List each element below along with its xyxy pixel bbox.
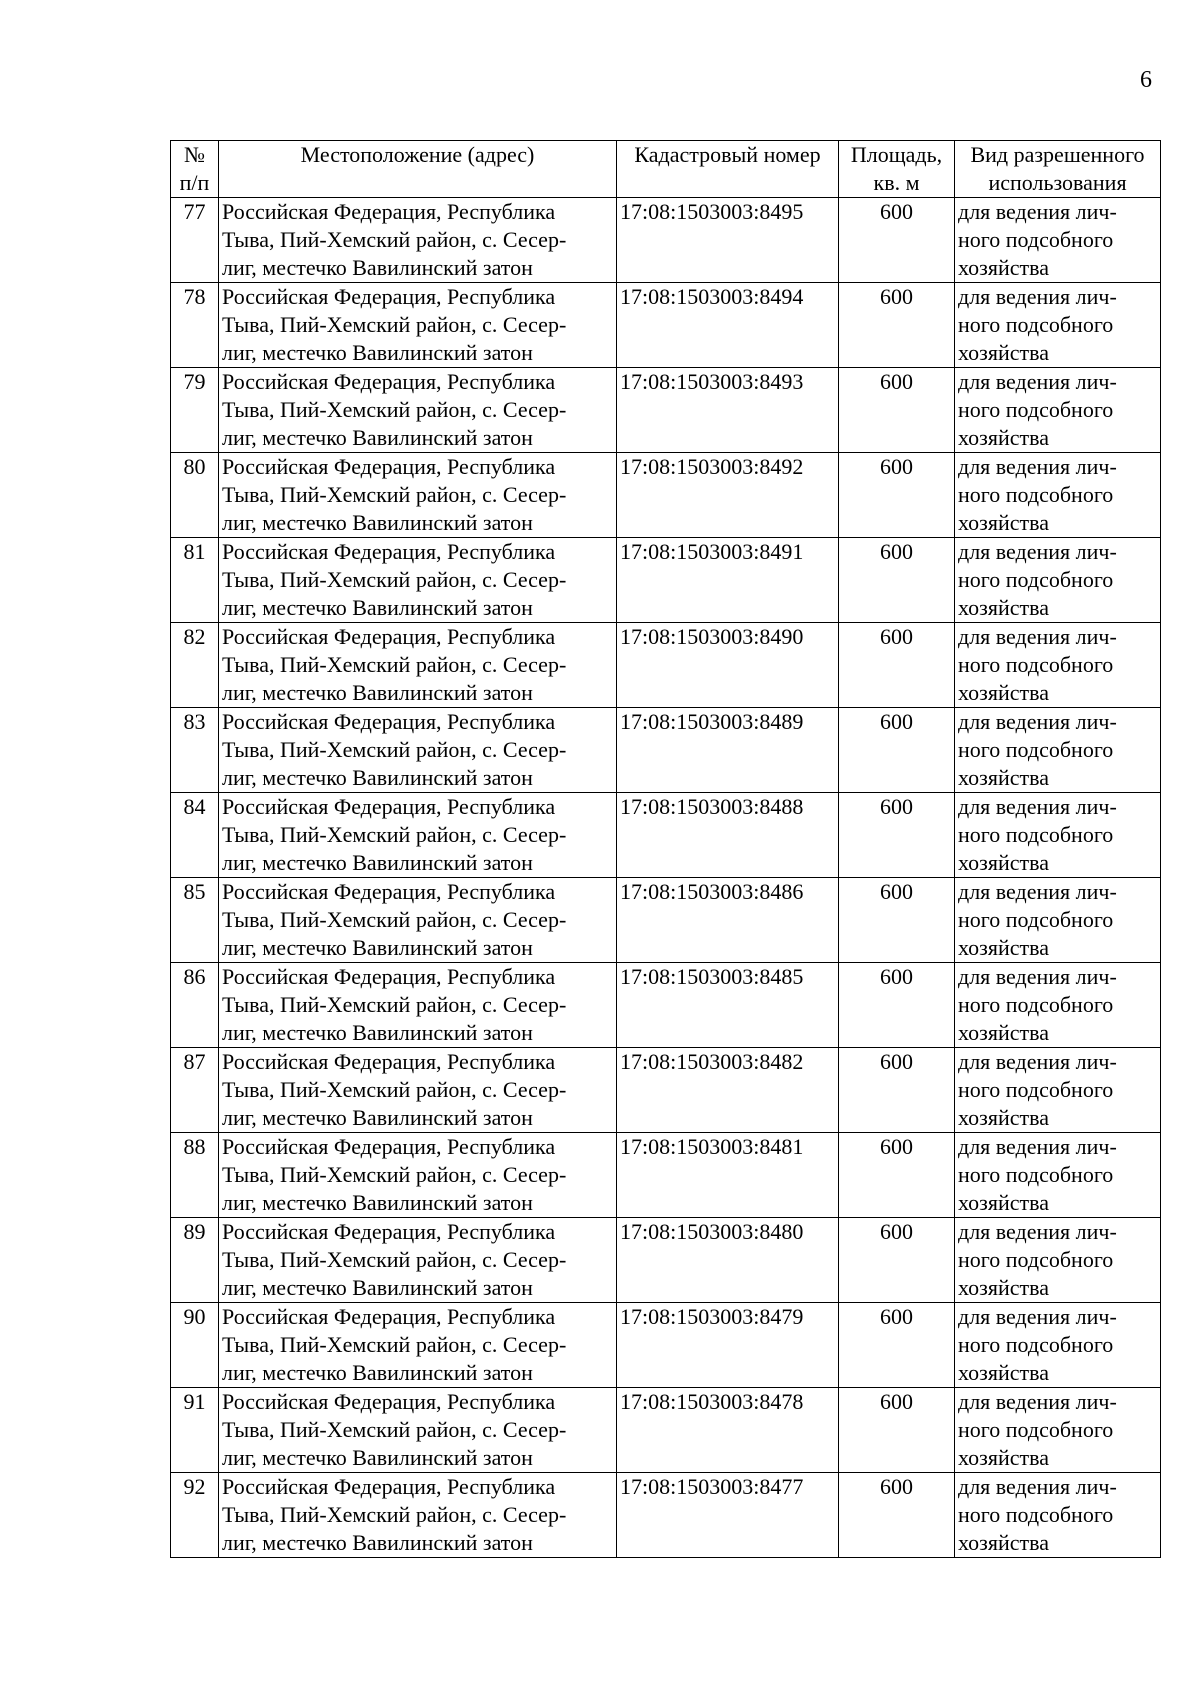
row-number-cell (171, 1133, 219, 1218)
permitted-use-line: ного подсобного (958, 1417, 1114, 1442)
row-number: 89 (183, 1219, 206, 1244)
permitted-use-line: для ведения лич- (958, 539, 1117, 564)
area-cell (839, 1133, 955, 1218)
address-cell (219, 1133, 617, 1218)
table-row (171, 538, 1161, 623)
permitted-use-line: ного подсобного (958, 1502, 1114, 1527)
row-number-cell (171, 368, 219, 453)
permitted-use-line: для ведения лич- (958, 454, 1117, 479)
cadastral-number: 17:08:1503003:8480 (620, 1219, 804, 1244)
cadastral-number: 17:08:1503003:8478 (620, 1389, 804, 1414)
header-num-line: № (184, 142, 205, 167)
row-number-cell (171, 1218, 219, 1303)
cadastral-number: 17:08:1503003:8491 (620, 539, 804, 564)
address-cell (219, 1048, 617, 1133)
row-number: 79 (183, 369, 206, 394)
permitted-use-cell (955, 1048, 1161, 1133)
address-line: лиг, местечко Вавилинский затон (222, 1275, 533, 1300)
address-cell (219, 623, 617, 708)
table-row (171, 623, 1161, 708)
address-line: Российская Федерация, Республика (222, 369, 556, 394)
cadastral-number: 17:08:1503003:8477 (620, 1474, 804, 1499)
row-number-cell (171, 878, 219, 963)
area-value: 600 (880, 1389, 913, 1414)
cadastral-number-cell (617, 793, 839, 878)
address-line: Российская Федерация, Республика (222, 624, 556, 649)
address-line: Тыва, Пий-Хемский район, с. Сесер- (222, 312, 567, 337)
table-row (171, 198, 1161, 283)
area-value: 600 (880, 964, 913, 989)
area-cell (839, 453, 955, 538)
permitted-use-cell (955, 1218, 1161, 1303)
address-line: Российская Федерация, Республика (222, 1049, 556, 1074)
address-line: лиг, местечко Вавилинский затон (222, 1530, 533, 1555)
area-value: 600 (880, 454, 913, 479)
cadastral-number-cell (617, 1218, 839, 1303)
table-row (171, 1133, 1161, 1218)
row-number: 85 (183, 879, 206, 904)
permitted-use-line: хозяйства (958, 255, 1049, 280)
permitted-use-line: хозяйства (958, 1530, 1049, 1555)
address-line: лиг, местечко Вавилинский затон (222, 1190, 533, 1215)
address-line: Российская Федерация, Республика (222, 539, 556, 564)
permitted-use-line: для ведения лич- (958, 964, 1117, 989)
header-use (955, 141, 1161, 198)
row-number-cell (171, 623, 219, 708)
address-line: Тыва, Пий-Хемский район, с. Сесер- (222, 907, 567, 932)
permitted-use-cell (955, 878, 1161, 963)
address-line: лиг, местечко Вавилинский затон (222, 1105, 533, 1130)
cadastral-number-cell (617, 198, 839, 283)
cadastral-number-cell (617, 623, 839, 708)
cadastral-number-cell (617, 283, 839, 368)
row-number: 83 (183, 709, 206, 734)
cadastral-number: 17:08:1503003:8481 (620, 1134, 804, 1159)
cadastral-number: 17:08:1503003:8494 (620, 284, 804, 309)
header-cadastral (617, 141, 839, 198)
row-number: 77 (183, 199, 206, 224)
address-cell (219, 1388, 617, 1473)
row-number: 86 (183, 964, 206, 989)
permitted-use-cell (955, 1473, 1161, 1558)
page-number: 6 (1140, 67, 1152, 93)
address-line: лиг, местечко Вавилинский затон (222, 680, 533, 705)
row-number: 78 (183, 284, 206, 309)
address-cell (219, 708, 617, 793)
permitted-use-cell (955, 198, 1161, 283)
area-value: 600 (880, 199, 913, 224)
address-line: Российская Федерация, Республика (222, 1389, 556, 1414)
permitted-use-line: для ведения лич- (958, 1134, 1117, 1159)
permitted-use-line: для ведения лич- (958, 284, 1117, 309)
cadastral-number: 17:08:1503003:8488 (620, 794, 804, 819)
cadastral-number-cell (617, 1388, 839, 1473)
area-cell (839, 963, 955, 1048)
address-line: Тыва, Пий-Хемский район, с. Сесер- (222, 1247, 567, 1272)
permitted-use-line: для ведения лич- (958, 624, 1117, 649)
row-number: 87 (183, 1049, 206, 1074)
address-line: Тыва, Пий-Хемский район, с. Сесер- (222, 227, 567, 252)
table-row (171, 283, 1161, 368)
cadastral-number: 17:08:1503003:8492 (620, 454, 804, 479)
cadastral-number-cell (617, 878, 839, 963)
address-line: лиг, местечко Вавилинский затон (222, 595, 533, 620)
area-value: 600 (880, 539, 913, 564)
header-use-line: использования (988, 170, 1127, 195)
table-header-row (171, 141, 1161, 198)
cadastral-number: 17:08:1503003:8489 (620, 709, 804, 734)
permitted-use-line: для ведения лич- (958, 794, 1117, 819)
permitted-use-line: ного подсобного (958, 567, 1114, 592)
address-cell (219, 368, 617, 453)
address-line: лиг, местечко Вавилинский затон (222, 850, 533, 875)
land-plots-table (170, 140, 1161, 1558)
permitted-use-cell (955, 1303, 1161, 1388)
address-cell (219, 963, 617, 1048)
address-line: Тыва, Пий-Хемский район, с. Сесер- (222, 1502, 567, 1527)
cadastral-number: 17:08:1503003:8495 (620, 199, 804, 224)
permitted-use-cell (955, 453, 1161, 538)
cadastral-number: 17:08:1503003:8485 (620, 964, 804, 989)
area-value: 600 (880, 1049, 913, 1074)
address-line: Тыва, Пий-Хемский район, с. Сесер- (222, 1332, 567, 1357)
permitted-use-line: хозяйства (958, 510, 1049, 535)
permitted-use-line: для ведения лич- (958, 1474, 1117, 1499)
table-row (171, 1388, 1161, 1473)
row-number: 81 (183, 539, 206, 564)
address-line: Российская Федерация, Республика (222, 1304, 556, 1329)
area-cell (839, 878, 955, 963)
row-number: 88 (183, 1134, 206, 1159)
area-cell (839, 1388, 955, 1473)
area-cell (839, 1218, 955, 1303)
address-line: Российская Федерация, Республика (222, 1134, 556, 1159)
address-cell (219, 198, 617, 283)
permitted-use-line: для ведения лич- (958, 369, 1117, 394)
table-row (171, 453, 1161, 538)
cadastral-number: 17:08:1503003:8486 (620, 879, 804, 904)
permitted-use-line: ного подсобного (958, 1247, 1114, 1272)
area-cell (839, 1473, 955, 1558)
header-num (171, 141, 219, 198)
row-number-cell (171, 1048, 219, 1133)
row-number-cell (171, 963, 219, 1048)
address-line: лиг, местечко Вавилинский затон (222, 1360, 533, 1385)
area-value: 600 (880, 1304, 913, 1329)
row-number-cell (171, 283, 219, 368)
table-row (171, 368, 1161, 453)
address-line: лиг, местечко Вавилинский затон (222, 255, 533, 280)
permitted-use-line: хозяйства (958, 1190, 1049, 1215)
address-line: Тыва, Пий-Хемский район, с. Сесер- (222, 397, 567, 422)
permitted-use-cell (955, 963, 1161, 1048)
permitted-use-line: ного подсобного (958, 1162, 1114, 1187)
address-cell (219, 878, 617, 963)
address-line: Тыва, Пий-Хемский район, с. Сесер- (222, 737, 567, 762)
area-cell (839, 538, 955, 623)
permitted-use-line: ного подсобного (958, 992, 1114, 1017)
address-line: Тыва, Пий-Хемский район, с. Сесер- (222, 822, 567, 847)
permitted-use-line: хозяйства (958, 850, 1049, 875)
row-number-cell (171, 1473, 219, 1558)
table-row (171, 1218, 1161, 1303)
permitted-use-cell (955, 538, 1161, 623)
table-row (171, 1048, 1161, 1133)
area-cell (839, 1048, 955, 1133)
address-line: Тыва, Пий-Хемский район, с. Сесер- (222, 992, 567, 1017)
permitted-use-line: для ведения лич- (958, 1049, 1117, 1074)
area-cell (839, 623, 955, 708)
address-line: Российская Федерация, Республика (222, 454, 556, 479)
address-line: лиг, местечко Вавилинский затон (222, 1020, 533, 1045)
permitted-use-line: хозяйства (958, 340, 1049, 365)
permitted-use-line: ного подсобного (958, 482, 1114, 507)
header-cadastral-line: Кадастровый номер (634, 142, 821, 167)
permitted-use-line: ного подсобного (958, 652, 1114, 677)
permitted-use-cell (955, 368, 1161, 453)
permitted-use-line: ного подсобного (958, 1332, 1114, 1357)
cadastral-number-cell (617, 1133, 839, 1218)
cadastral-number-cell (617, 963, 839, 1048)
permitted-use-line: хозяйства (958, 1020, 1049, 1045)
row-number-cell (171, 1388, 219, 1473)
area-value: 600 (880, 1134, 913, 1159)
address-line: лиг, местечко Вавилинский затон (222, 1445, 533, 1470)
permitted-use-line: хозяйства (958, 1360, 1049, 1385)
area-value: 600 (880, 369, 913, 394)
header-num-line: п/п (179, 170, 210, 195)
permitted-use-line: ного подсобного (958, 822, 1114, 847)
address-cell (219, 793, 617, 878)
address-line: Тыва, Пий-Хемский район, с. Сесер- (222, 652, 567, 677)
permitted-use-line: ного подсобного (958, 737, 1114, 762)
table-row (171, 708, 1161, 793)
permitted-use-cell (955, 708, 1161, 793)
permitted-use-cell (955, 623, 1161, 708)
area-value: 600 (880, 284, 913, 309)
permitted-use-line: для ведения лич- (958, 1304, 1117, 1329)
address-cell (219, 1303, 617, 1388)
header-address (219, 141, 617, 198)
permitted-use-line: хозяйства (958, 425, 1049, 450)
header-area-line: кв. м (873, 170, 920, 195)
cadastral-number-cell (617, 453, 839, 538)
cadastral-number: 17:08:1503003:8493 (620, 369, 804, 394)
address-line: Российская Федерация, Республика (222, 964, 556, 989)
permitted-use-cell (955, 1133, 1161, 1218)
cadastral-number-cell (617, 1473, 839, 1558)
address-line: Тыва, Пий-Хемский район, с. Сесер- (222, 1077, 567, 1102)
permitted-use-line: для ведения лич- (958, 1389, 1117, 1414)
cadastral-number-cell (617, 1048, 839, 1133)
permitted-use-line: хозяйства (958, 1445, 1049, 1470)
permitted-use-line: для ведения лич- (958, 1219, 1117, 1244)
cadastral-number: 17:08:1503003:8479 (620, 1304, 804, 1329)
row-number: 91 (183, 1389, 206, 1414)
table-row (171, 1303, 1161, 1388)
row-number-cell (171, 708, 219, 793)
permitted-use-line: ного подсобного (958, 312, 1114, 337)
area-value: 600 (880, 879, 913, 904)
area-cell (839, 198, 955, 283)
permitted-use-line: хозяйства (958, 935, 1049, 960)
cadastral-number-cell (617, 708, 839, 793)
area-cell (839, 1303, 955, 1388)
permitted-use-line: ного подсобного (958, 227, 1114, 252)
address-line: лиг, местечко Вавилинский затон (222, 765, 533, 790)
permitted-use-line: для ведения лич- (958, 879, 1117, 904)
row-number-cell (171, 453, 219, 538)
area-cell (839, 708, 955, 793)
area-value: 600 (880, 794, 913, 819)
address-line: Российская Федерация, Республика (222, 1219, 556, 1244)
header-use-line: Вид разрешенного (970, 142, 1145, 167)
header-area (839, 141, 955, 198)
address-cell (219, 1473, 617, 1558)
address-line: лиг, местечко Вавилинский затон (222, 340, 533, 365)
cadastral-number: 17:08:1503003:8482 (620, 1049, 804, 1074)
address-cell (219, 538, 617, 623)
permitted-use-line: ного подсобного (958, 1077, 1114, 1102)
area-cell (839, 793, 955, 878)
row-number: 92 (183, 1474, 206, 1499)
address-line: Российская Федерация, Республика (222, 709, 556, 734)
table-row (171, 793, 1161, 878)
address-line: Российская Федерация, Республика (222, 284, 556, 309)
header-address-line: Местоположение (адрес) (300, 142, 535, 167)
address-line: Тыва, Пий-Хемский район, с. Сесер- (222, 567, 567, 592)
address-cell (219, 453, 617, 538)
row-number-cell (171, 198, 219, 283)
area-value: 600 (880, 1474, 913, 1499)
permitted-use-line: хозяйства (958, 1105, 1049, 1130)
area-value: 600 (880, 1219, 913, 1244)
permitted-use-line: хозяйства (958, 1275, 1049, 1300)
table-body (171, 198, 1161, 1558)
area-cell (839, 283, 955, 368)
row-number: 80 (183, 454, 206, 479)
permitted-use-line: хозяйства (958, 680, 1049, 705)
address-line: Российская Федерация, Республика (222, 879, 556, 904)
cadastral-number-cell (617, 538, 839, 623)
area-value: 600 (880, 624, 913, 649)
permitted-use-line: ного подсобного (958, 907, 1114, 932)
permitted-use-cell (955, 793, 1161, 878)
cadastral-number-cell (617, 1303, 839, 1388)
permitted-use-line: для ведения лич- (958, 709, 1117, 734)
table-row (171, 1473, 1161, 1558)
row-number-cell (171, 1303, 219, 1388)
permitted-use-cell (955, 1388, 1161, 1473)
address-line: Российская Федерация, Республика (222, 1474, 556, 1499)
address-line: лиг, местечко Вавилинский затон (222, 425, 533, 450)
permitted-use-line: ного подсобного (958, 397, 1114, 422)
address-cell (219, 283, 617, 368)
cadastral-number: 17:08:1503003:8490 (620, 624, 804, 649)
row-number-cell (171, 538, 219, 623)
table-row (171, 963, 1161, 1048)
row-number: 90 (183, 1304, 206, 1329)
address-line: Тыва, Пий-Хемский район, с. Сесер- (222, 482, 567, 507)
permitted-use-cell (955, 283, 1161, 368)
address-line: Тыва, Пий-Хемский район, с. Сесер- (222, 1162, 567, 1187)
row-number: 84 (183, 794, 206, 819)
area-value: 600 (880, 709, 913, 734)
address-line: Тыва, Пий-Хемский район, с. Сесер- (222, 1417, 567, 1442)
address-cell (219, 1218, 617, 1303)
cadastral-number-cell (617, 368, 839, 453)
address-line: Российская Федерация, Республика (222, 794, 556, 819)
address-line: Российская Федерация, Республика (222, 199, 556, 224)
address-line: лиг, местечко Вавилинский затон (222, 510, 533, 535)
table-row (171, 878, 1161, 963)
permitted-use-line: хозяйства (958, 765, 1049, 790)
header-area-line: Площадь, (850, 142, 943, 167)
row-number: 82 (183, 624, 206, 649)
address-line: лиг, местечко Вавилинский затон (222, 935, 533, 960)
permitted-use-line: для ведения лич- (958, 199, 1117, 224)
permitted-use-line: хозяйства (958, 595, 1049, 620)
area-cell (839, 368, 955, 453)
row-number-cell (171, 793, 219, 878)
